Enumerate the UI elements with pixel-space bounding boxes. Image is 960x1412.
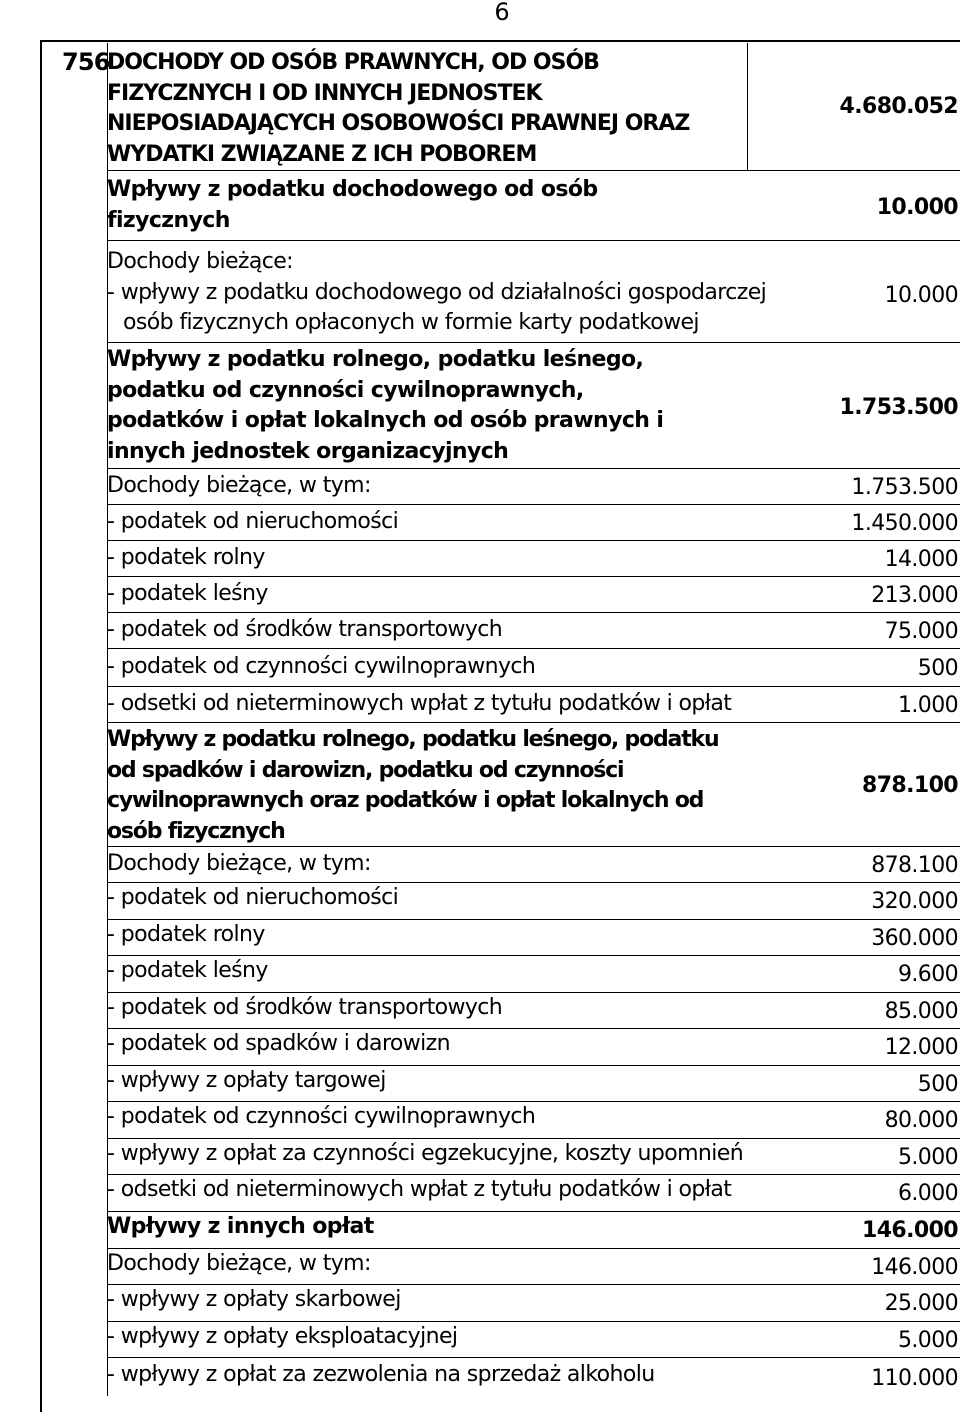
- row-value: 1.753.500: [851, 475, 958, 500]
- row-label: Wpływy z podatku rolnego, podatku leśnego, podatku od spadków i darowizn, podatku od czynności cywilnoprawnych oraz podatków i opłat lokalnych od osób fizycznych: [107, 727, 719, 844]
- section-title: DOCHODY OD OSÓB PRAWNYCH, OD OSÓB FIZYCZNYCH I OD INNYCH JEDNOSTEK NIEPOSIADAJĄCYCH OSOBOWOŚCI PRAWNEJ ORAZ WYDATKI ZWIĄZANE Z ICH POBOREM: [107, 50, 690, 167]
- row-label: - podatek od środków transportowych: [107, 617, 503, 642]
- row-label: - podatek leśny: [107, 958, 268, 983]
- table-row: [107, 576, 960, 612]
- row-value: 360.000: [871, 926, 958, 951]
- row-value: 500: [917, 656, 958, 681]
- table-row: [107, 468, 960, 504]
- row-label: - odsetki od nieterminowych wpłat z tytułu podatków i opłat: [107, 691, 732, 716]
- table-row: [107, 612, 960, 648]
- row-label: Dochody bieżące, w tym:: [107, 473, 371, 498]
- row-label: - podatek od środków transportowych: [107, 995, 503, 1020]
- table-row: [107, 955, 960, 992]
- table-row: [107, 846, 960, 882]
- row-label: - wpływy z opłat za zezwolenia na sprzedaż alkoholu: [107, 1362, 655, 1387]
- table-row: [107, 1284, 960, 1321]
- row-value: 213.000: [871, 583, 958, 608]
- table-row: [107, 992, 960, 1028]
- row-value: 320.000: [871, 889, 958, 914]
- row-value: 10.000: [876, 195, 958, 220]
- table-row: [107, 722, 960, 846]
- row-value: 10.000: [884, 283, 958, 308]
- table-row: [107, 1211, 960, 1248]
- section-total: 4.680.052: [839, 94, 958, 119]
- row-label: Dochody bieżące, w tym:: [107, 1251, 371, 1276]
- row-label: - odsetki od nieterminowych wpłat z tytułu podatków i opłat: [107, 1177, 732, 1202]
- table-row: [107, 540, 960, 576]
- table-row: [107, 240, 960, 342]
- table-row: [107, 170, 960, 240]
- row-value: 75.000: [884, 619, 958, 644]
- row-label: - podatek od czynności cywilnoprawnych: [107, 1104, 536, 1129]
- row-value: 9.600: [898, 962, 958, 987]
- table-row: [107, 342, 960, 468]
- table-row: [107, 1248, 960, 1284]
- page-number: 6: [494, 0, 510, 26]
- table-row: [107, 686, 960, 722]
- row-value: 85.000: [884, 999, 958, 1024]
- row-label: Dochody bieżące: - wpływy z podatku dochodowego od działalności gospodarczej osób fizycznych opłaconych w formie karty podatkowej: [107, 249, 767, 335]
- row-label: - podatek od nieruchomości: [107, 509, 399, 534]
- table-row: [107, 1357, 960, 1396]
- row-value: 146.000: [861, 1218, 958, 1243]
- row-value: 6.000: [898, 1181, 958, 1206]
- row-value: 14.000: [884, 547, 958, 572]
- row-label: Wpływy z podatku dochodowego od osób fizycznych: [107, 177, 598, 233]
- table-row: [107, 1028, 960, 1065]
- row-label: - podatek od czynności cywilnoprawnych: [107, 654, 536, 679]
- row-value: 110.000: [871, 1366, 958, 1391]
- table-row: [107, 1174, 960, 1211]
- row-label: - wpływy z opłat za czynności egzekucyjne, koszty upomnień: [107, 1141, 744, 1166]
- row-value: 878.100: [861, 773, 958, 798]
- row-label: - wpływy z opłaty eksploatacyjnej: [107, 1324, 458, 1349]
- row-value: 5.000: [898, 1328, 958, 1353]
- row-value: 146.000: [871, 1255, 958, 1280]
- row-label: - wpływy z opłaty targowej: [107, 1068, 386, 1093]
- row-value: 500: [917, 1072, 958, 1097]
- row-value: 1.753.500: [839, 395, 958, 420]
- row-label: - wpływy z opłaty skarbowej: [107, 1287, 401, 1312]
- row-value: 878.100: [871, 853, 958, 878]
- row-label: - podatek leśny: [107, 581, 268, 606]
- row-label: - podatek od spadków i darowizn: [107, 1031, 450, 1056]
- table-row: [107, 648, 960, 686]
- table-row: [107, 1065, 960, 1101]
- table-row: [107, 504, 960, 540]
- table-row: [107, 1101, 960, 1138]
- table-row: [107, 1138, 960, 1174]
- row-label: - podatek rolny: [107, 922, 265, 947]
- section-header-row: [107, 48, 960, 170]
- table-row: [107, 882, 960, 919]
- row-value: 1.000: [898, 693, 958, 718]
- section-code: 756: [62, 48, 110, 76]
- row-label: - podatek rolny: [107, 545, 265, 570]
- row-label: - podatek od nieruchomości: [107, 885, 399, 910]
- row-value: 80.000: [884, 1108, 958, 1133]
- row-value: 5.000: [898, 1145, 958, 1170]
- row-value: 1.450.000: [851, 511, 958, 536]
- row-label: Wpływy z innych opłat: [107, 1214, 374, 1239]
- row-label: Wpływy z podatku rolnego, podatku leśnego, podatku od czynności cywilnoprawnych, podatków i opłat lokalnych od osób prawnych i innych jednostek organizacyjnych: [107, 347, 664, 464]
- table-row: [107, 919, 960, 955]
- row-value: 12.000: [884, 1035, 958, 1060]
- row-value: 25.000: [884, 1291, 958, 1316]
- table-row: [107, 1321, 960, 1357]
- row-label: Dochody bieżące, w tym:: [107, 851, 371, 876]
